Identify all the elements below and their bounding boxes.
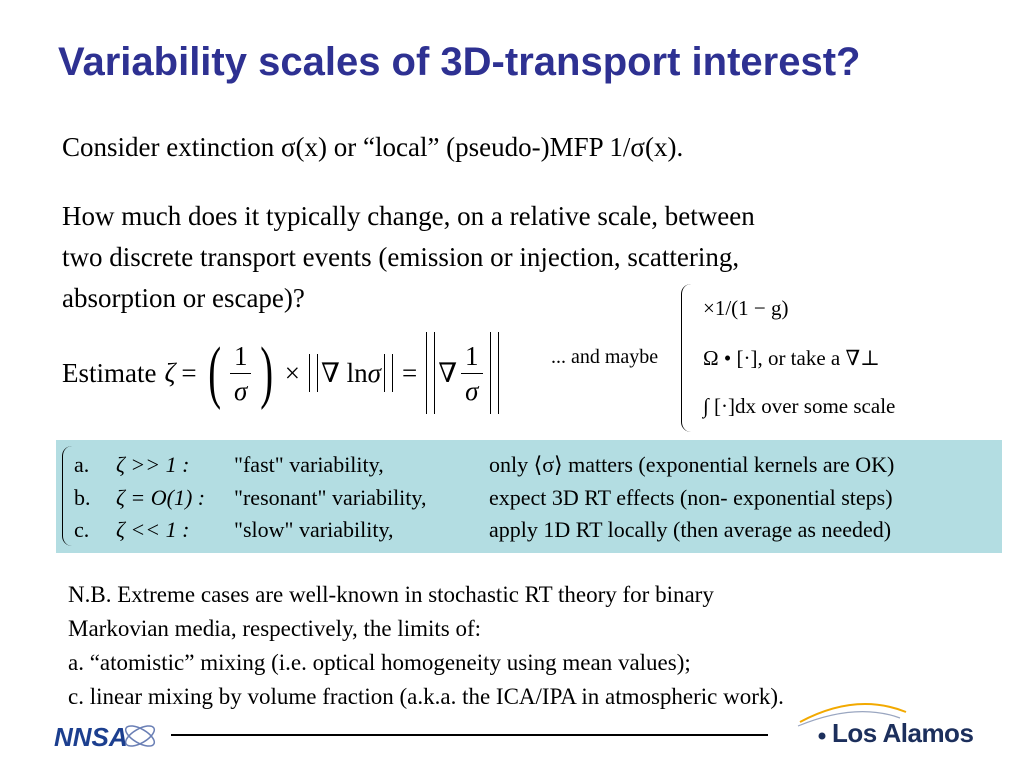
left-paren: (	[207, 334, 221, 411]
nnsa-logo-text: NNSA	[54, 722, 128, 752]
estimate-label: Estimate	[62, 357, 157, 388]
nabla-symbol: ∇	[438, 357, 458, 388]
grad-ln-sigma: ∇ lnσ	[321, 357, 381, 388]
note-line: a. “atomistic” mixing (i.e. optical homogeneity using mean values);	[68, 650, 691, 675]
inverse-sigma-fraction: $\frac{1}{\sigma}$	[461, 339, 483, 408]
nnsa-logo	[52, 716, 162, 756]
inverse-sigma-fraction: $\frac{1}{\sigma}$	[230, 339, 252, 408]
case-id: a.	[74, 452, 90, 477]
case-id: c.	[74, 517, 90, 542]
norm-bar	[309, 354, 318, 392]
slide-title: Variability scales of 3D-transport interest?	[58, 40, 861, 84]
times-sign: ×	[284, 357, 301, 388]
case-condition: ζ >> 1 :	[116, 452, 190, 477]
case-effect: only ⟨σ⟩ matters (exponential kernels are OK)	[489, 452, 895, 477]
cases-box	[56, 440, 1002, 553]
norm-bar	[426, 332, 435, 414]
case-kind: "slow" variability,	[234, 517, 394, 542]
case-condition: ζ << 1 :	[116, 517, 190, 542]
option-integral: ∫ [·]dx over some scale	[703, 394, 896, 418]
equals-sign: =	[181, 357, 197, 388]
question-line: two discrete transport events (emission or injection, scattering,	[62, 242, 740, 272]
zeta-symbol: ζ	[164, 357, 176, 388]
note-paragraph	[68, 578, 784, 714]
note-line: c. linear mixing by volume fraction (a.k.a. the ICA/IPA in atmospheric work).	[68, 684, 784, 709]
question-line: How much does it typically change, on a relative scale, between	[62, 201, 755, 231]
question-line: absorption or escape)?	[62, 283, 305, 313]
norm-bar	[490, 332, 499, 414]
option-anisotropy: ×1/(1 − g)	[703, 296, 789, 320]
intro-line: Consider extinction σ(x) or “local” (pseudo-)MFP 1/σ(x).	[62, 132, 684, 162]
los-alamos-logo-text: Los Alamos	[832, 718, 974, 748]
case-condition: ζ = O(1) :	[116, 485, 206, 510]
option-directional: Ω • [·], or take a ∇⊥	[703, 346, 880, 370]
case-kind: "resonant" variability,	[234, 485, 427, 510]
and-maybe-text: ... and maybe	[551, 346, 659, 368]
right-paren: )	[260, 334, 274, 411]
equals-sign: =	[401, 357, 418, 388]
question-paragraph	[62, 196, 962, 319]
case-effect: apply 1D RT locally (then average as needed)	[489, 517, 892, 542]
cases-brace	[62, 446, 73, 546]
norm-bar	[384, 354, 393, 392]
case-id: b.	[74, 485, 91, 510]
footer-rule	[171, 734, 768, 736]
options-brace	[681, 284, 694, 432]
note-line: Markovian media, respectively, the limits of:	[68, 616, 482, 641]
estimate-formula	[62, 328, 502, 418]
note-line: N.B. Extreme cases are well-known in stochastic RT theory for binary	[68, 582, 714, 607]
case-kind: "fast" variability,	[234, 452, 384, 477]
case-effect: expect 3D RT effects (non- exponential steps)	[489, 485, 893, 510]
